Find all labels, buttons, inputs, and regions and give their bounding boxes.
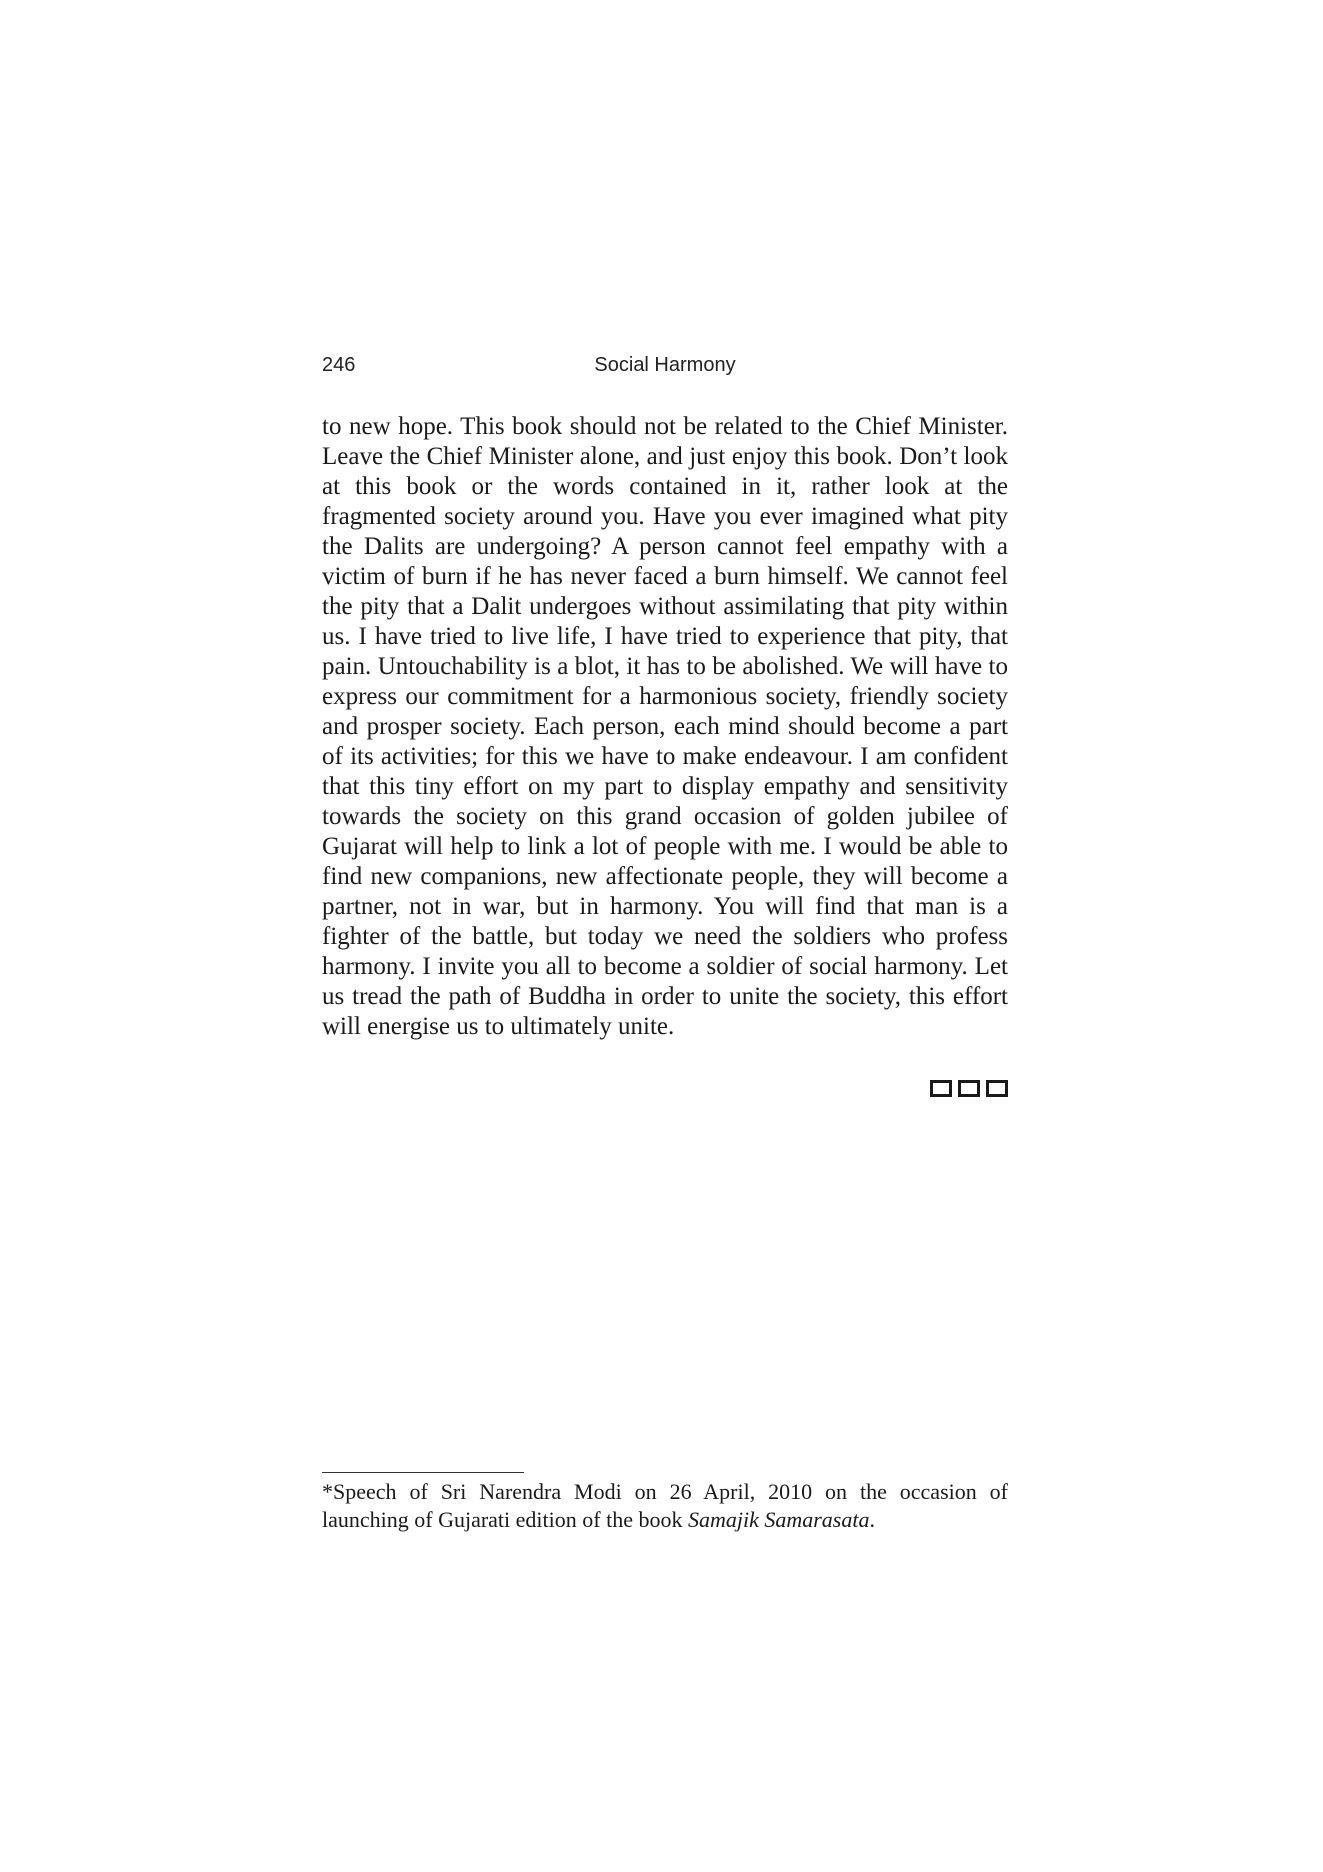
footnote-text: *Speech of Sri Narendra Modi on 26 April, 2010 on the occasion of launching of Gujarati edition of the book [322,1479,1008,1532]
three-square-end-mark-icon [920,1078,1008,1102]
running-title: Social Harmony [594,354,736,376]
end-square-icon [930,1080,952,1097]
footnote-end: . [869,1507,875,1532]
footnote [322,1478,1008,1534]
end-square-icon [986,1080,1008,1097]
footnote-book-title: Samajik Samarasata [687,1507,870,1532]
body-paragraph: to new hope. This book should not be related to the Chief Minister. Leave the Chief Minister alone, and just enjoy this book. Don’t look at this book or the words contained in it, rather look at the fragmented society around you. Have you ever imagined what pity the Dalits are undergoing? A person cannot feel empathy with a victim of burn if he has never faced a burn himself. We cannot feel the pity that a Dalit undergoes without assimilating that pity within us. I have tried to live life, I have tried to experience that pity, that pain. Untouchability is a blot, it has to be abolished. We will have to express our commitment for a harmonious society, friendly society and prosper society. Each person, each mind should become a part of its activities; for this we have to make endeavour. I am confident that this tiny effort on my part to display empathy and sensitivity towards the society on this grand occasion of golden jubilee of Gujarat will help to link a lot of people with me. I would be able to find new companions, new affectionate people, they will become a partner, not in war, but in harmony. You will find that man is a fighter of the battle, but today we need the soldiers who profess harmony. I invite you all to become a soldier of social harmony. Let us tread the path of Buddha in order to unite the society, this effort will energise us to ultimately unite. [322,413,1008,1040]
end-square-icon [958,1080,980,1097]
running-head [322,354,1008,384]
footnote-divider [322,1472,524,1473]
page-number: 246 [322,354,356,376]
